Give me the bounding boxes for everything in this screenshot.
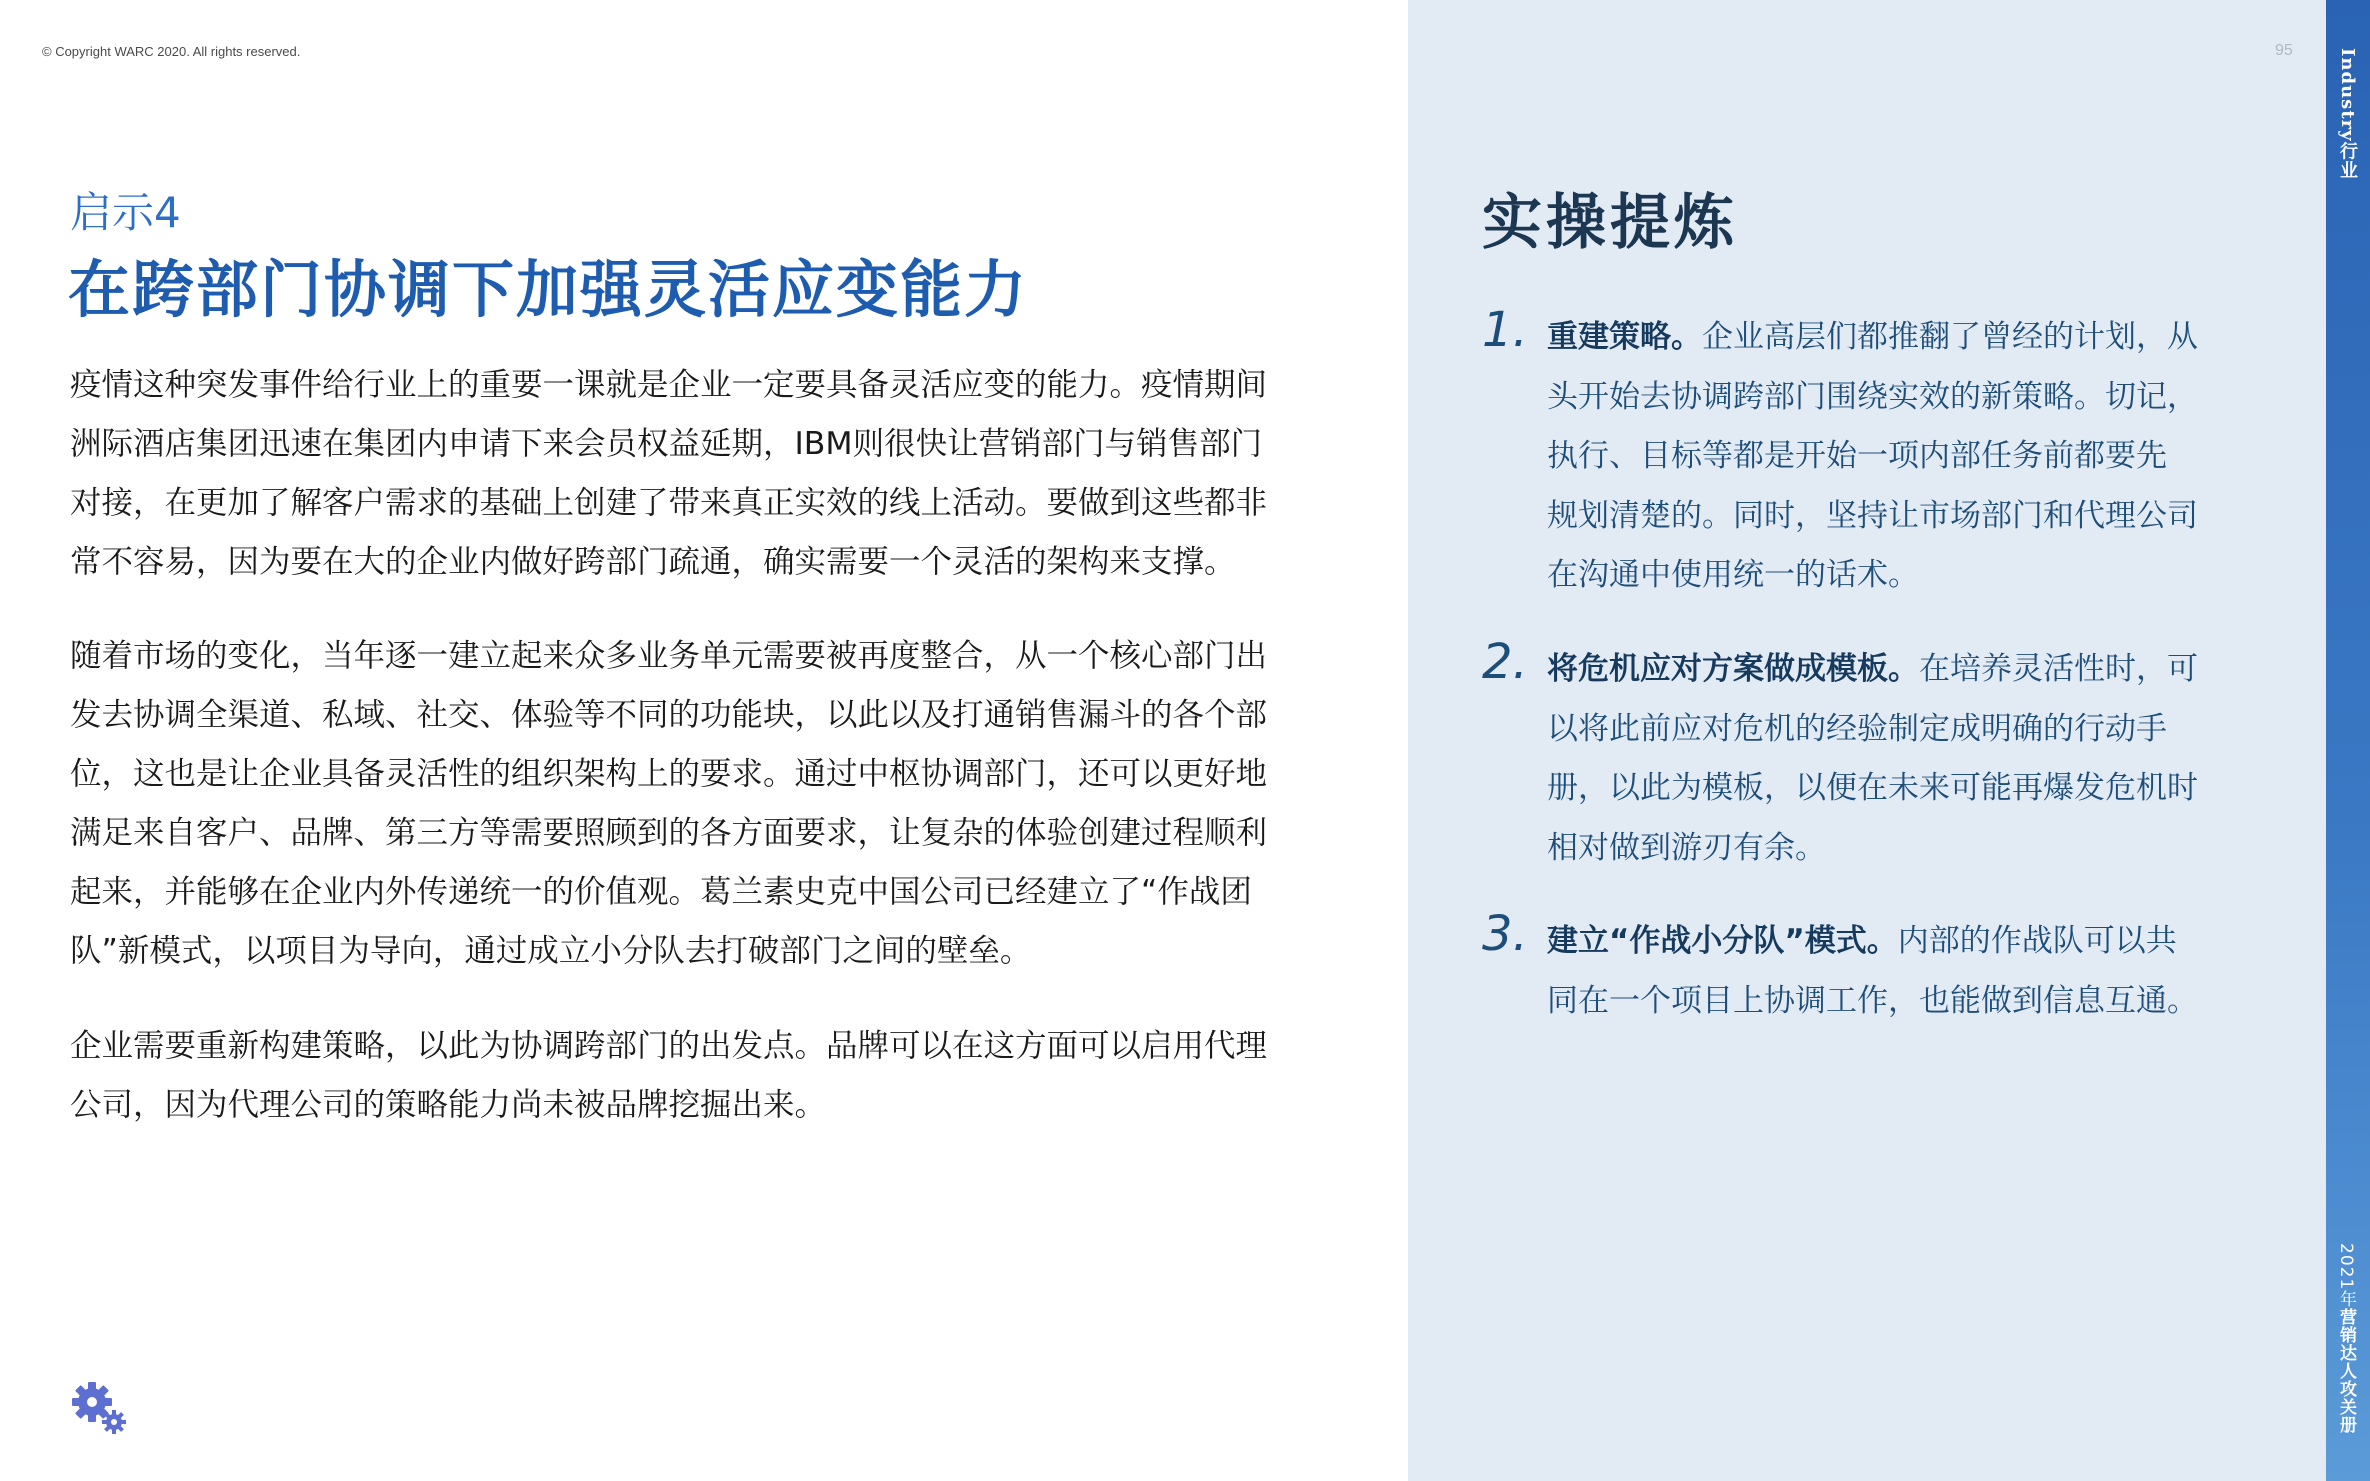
body-paragraph — [70, 1017, 1342, 1135]
publication-year: 2021年 — [2336, 1243, 2356, 1309]
paragraph-line: 满足来自客户、品牌、第三方等需要照顾到的各方面要求，让复杂的体验创建过程顺利 — [70, 815, 1268, 851]
publication-title: 营销达人攻关册 — [2336, 1308, 2356, 1435]
takeaway-line: 规划清楚的。同时，坚持让市场部门和代理公司 — [1547, 497, 2198, 534]
takeaway-line-text: 企业高层们都推翻了曾经的计划，从 — [1702, 319, 2198, 355]
page-headline: 在跨部门协调下加强灵活应变能力 — [68, 253, 1029, 326]
takeaway-text — [1547, 308, 2267, 606]
paragraph-line: 发去协调全渠道、私域、社交、体验等不同的功能块，以此以及打通销售漏斗的各个部 — [70, 697, 1268, 733]
paragraph-line: 起来，并能够在企业内外传递统一的价值观。葛兰素史克中国公司已经建立了“作战团 — [70, 874, 1252, 910]
insight-kicker: 启示4 — [70, 188, 181, 237]
takeaway-lead: 重建策略。 — [1547, 319, 1702, 355]
paragraph-line: 常不容易，因为要在大的企业内做好跨部门疏通，确实需要一个灵活的架构来支撑。 — [70, 544, 1236, 580]
paragraph-line: 队”新模式，以项目为导向，通过成立小分队去打破部门之间的壁垒。 — [70, 933, 1032, 969]
takeaway-line: 同在一个项目上协调工作，也能做到信息互通。 — [1547, 982, 2198, 1019]
takeaway-line — [1547, 912, 2267, 972]
takeaway-number: 2. — [1482, 634, 1528, 690]
paragraph-line: 位，这也是让企业具备灵活性的组织架构上的要求。通过中枢协调部门，还可以更好地 — [70, 756, 1268, 792]
paragraph-line: 洲际酒店集团迅速在集团内申请下来会员权益延期，IBM则很快让营销部门与销售部门 — [70, 426, 1263, 462]
body-paragraph — [70, 627, 1342, 981]
takeaway-text — [1547, 912, 2267, 1031]
paragraph-line: 公司，因为代理公司的策略能力尚未被品牌挖掘出来。 — [70, 1087, 827, 1123]
takeaway-line-text: 在培养灵活性时，可 — [1919, 651, 2198, 687]
takeaway-line: 册，以此为模板，以便在未来可能再爆发危机时 — [1547, 770, 2198, 806]
paragraph-line: 企业需要重新构建策略，以此为协调跨部门的出发点。品牌可以在这方面可以启用代理 — [70, 1028, 1268, 1064]
takeaway-lead: 建立“作战小分队”模式。 — [1547, 923, 1898, 959]
gears-icon — [68, 1378, 132, 1438]
takeaway-line — [1547, 640, 2267, 700]
panel-title: 实操提炼 — [1482, 188, 1738, 258]
takeaway-line — [1547, 308, 2267, 368]
takeaway-text — [1547, 640, 2267, 878]
takeaway-number: 3. — [1482, 906, 1528, 962]
paragraph-line: 随着市场的变化，当年逐一建立起来众多业务单元需要被再度整合，从一个核心部门出 — [70, 638, 1268, 674]
section-tab-label: Industry行业 — [2337, 48, 2358, 180]
paragraph-line: 对接，在更加了解客户需求的基础上创建了带来真正实效的线上活动。要做到这些都非 — [70, 485, 1268, 521]
paragraph-line: 疫情这种突发事件给行业上的重要一课就是企业一定要具备灵活应变的能力。疫情期间 — [70, 367, 1268, 403]
takeaway-line: 头开始去协调跨部门围绕实效的新策略。切记， — [1547, 378, 2198, 415]
publication-label — [2334, 1243, 2359, 1434]
takeaway-lead: 将危机应对方案做成模板。 — [1547, 651, 1919, 687]
takeaway-line: 相对做到游刃有余。 — [1547, 829, 1826, 866]
takeaway-line: 在沟通中使用统一的话术。 — [1547, 557, 1919, 593]
takeaway-line: 执行、目标等都是开始一项内部任务前都要先 — [1547, 438, 2167, 474]
page-number: 95 — [2275, 42, 2293, 59]
takeaway-line: 以将此前应对危机的经验制定成明确的行动手 — [1547, 710, 2167, 747]
copyright-notice: © Copyright WARC 2020. All rights reserved. — [42, 44, 301, 59]
takeaway-line-text: 内部的作战队可以共 — [1897, 923, 2177, 959]
body-paragraph — [70, 356, 1342, 592]
takeaway-number: 1. — [1482, 302, 1528, 358]
